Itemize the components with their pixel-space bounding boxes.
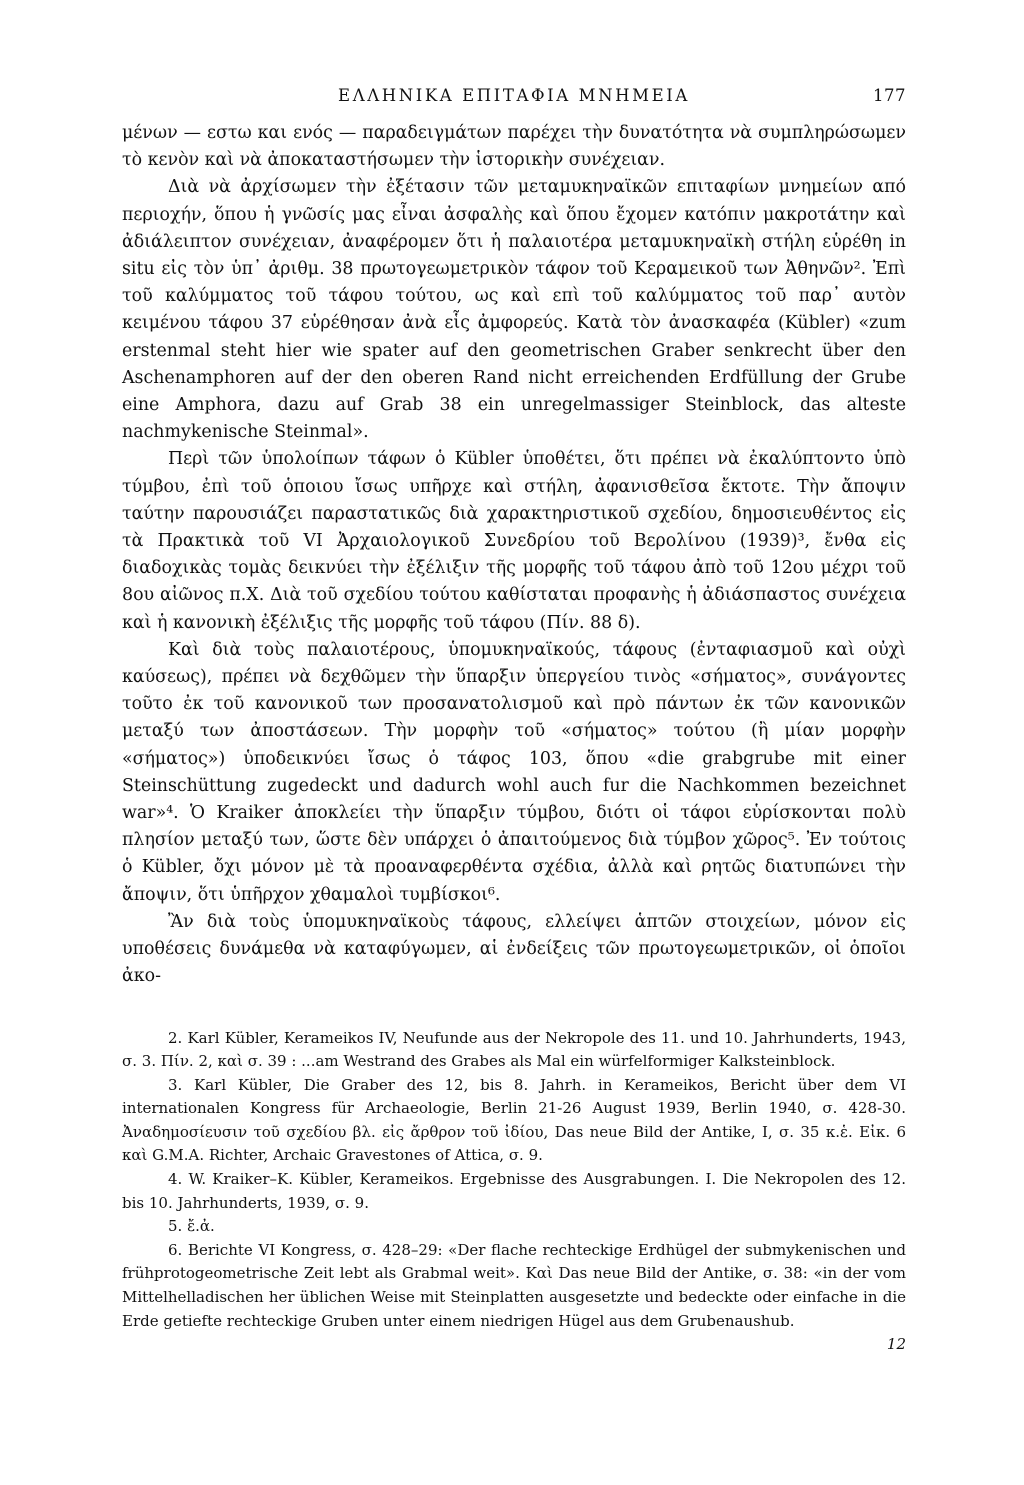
running-title: ΕΛΛΗΝΙΚΑ ΕΠΙΤΑΦΙΑ ΜΝΗΜΕΙΑ bbox=[338, 86, 690, 105]
page-number: 177 bbox=[873, 86, 906, 105]
paragraph: Περὶ τῶν ὑπολοίπων τάφων ὁ Kübler ὑποθέτει, ὅτι πρέπει νὰ ἐκαλύπτοντο ὑπὸ τύμβου, ἐπὶ τοῦ ὁποιου ἴσως υπῆρχε καὶ στήλη, ἀφανισθεῖσα ἔκτοτε. Τὴν ἄποψιν ταύτην παρουσιάζει παραστατικῶς διὰ χαρακτηριστικοῦ σχεδίου, δημοσιευθέντος εἰς τὰ Πρακτικὰ τοῦ VI Ἀρχαιολογικοῦ Συνεδρίου τοῦ Βερολίνου (1939)³, ἔνθα εἰς διαδοχικὰς τομὰς δεικνύει τὴν ἐξέλιξιν τῆς μορφῆς τοῦ τάφου ἀπὸ τοῦ 12ου μέχρι τοῦ 8ου αἰῶνος π.Χ. Διὰ τοῦ σχεδίου τούτου καθίσταται προφανὴς ἡ ἀδιάσπαστος συνέχεια καὶ ἡ κανονικὴ ἐξέλιξις τῆς μορφῆς τοῦ τάφου (Πίν. 88 δ). bbox=[122, 449, 906, 633]
paragraph: Ἂν διὰ τοὺς ὑπομυκηναϊκοὺς τάφους, ελλείψει ἁπτῶν στοιχείων, μόνον εἰς υποθέσεις δυνάμεθα νὰ καταφύγωμεν, αἱ ἐνδείξεις τῶν πρωτογεωμετρικῶν, οἱ ὁποῖοι ἀκο- bbox=[122, 911, 906, 987]
body-text bbox=[122, 120, 906, 991]
footnote: 6. Berichte VI Kongress, σ. 428–29: «Der flache rechteckige Erdhügel der submykenischen und frühprotogeometrische Zeit lebt als Grabmal weit». Καὶ Das neue Bild der Antike, σ. 38: «in der vom Mittelhelladischen her üblichen Weise mit Steinplatten ausgesetzte und bedeckte oder einfache in die Erde getiefte rechteckige Gruben unter einem niedrigen Hügel aus dem Grubenaushub. bbox=[122, 1240, 906, 1330]
paragraph: Καὶ διὰ τοὺς παλαιοτέρους, ὑπομυκηναϊκούς, τάφους (ἐνταφιασμοῦ καὶ οὐχὶ καύσεως), πρέπει νὰ δεχθῶμεν τὴν ὕπαρξιν ὑπεργείου τινὸς «σήματος», συνάγοντες τοῦτο ἐκ τοῦ κανονικοῦ των προσανατολισμοῦ καὶ πρὸ πάντων ἐκ τῶν κανονικῶν μεταξύ των ἀποστάσεων. Τὴν μορφὴν τοῦ «σήματος» τούτου (ἢ μίαν μορφὴν «σήματος») ὑποδεικνύει ἴσως ὁ τάφος 103, ὅπου «die grabgrube mit einer Steinschüttung zugedeckt und dadurch wohl auch fur die Nachkommen bezeichnet war»⁴. Ὁ Kraiker ἀποκλείει τὴν ὕπαρξιν τύμβου, διότι οἱ τάφοι εὑρίσκονται πολὺ πλησίον μεταξύ των, ὥστε δὲν υπάρχει ὁ ἀπαιτούμενος διὰ τύμβον χῶρος⁵. Ἐν τούτοις ὁ Kübler, ὄχι μόνον μὲ τὰ προαναφερθέντα σχέδια, ἀλλὰ καὶ ρητῶς διατυπώνει τὴν ἄποψιν, ὅτι ὑπῆρχον χθαμαλοὶ τυμβίσκοι⁶. bbox=[122, 639, 906, 905]
paragraph: Διὰ νὰ ἀρχίσωμεν τὴν ἐξέτασιν τῶν μεταμυκηναϊκῶν επιταφίων μνημείων από περιοχήν, ὅπου ἡ γνῶσίς μας εἶναι ἀσφαλὴς καὶ ὅπου ἔχομεν κατόπιν μακροτάτην καὶ ἀδιάλειπτον συνέχειαν, ἀναφέρομεν ὅτι ἡ παλαιοτέρα μεταμυκηναϊκὴ στήλη εὑρέθη in situ εἰς τὸν ὑπ᾽ ἀριθμ. 38 πρωτογεωμετρικὸν τάφον τοῦ Κεραμεικοῦ των Ἀθηνῶν². Ἐπὶ τοῦ καλύμματος τοῦ τάφου τούτου, ως καὶ επὶ τοῦ καλύμματος τοῦ παρ᾽ αυτὸν κειμένου τάφου 37 εὑρέθησαν ἀνὰ εἷς ἀμφορεύς. Κατὰ τὸν ἀνασκαφέα (Kübler) «zum erstenmal steht hier wie spater auf den geometrischen Graber senkrecht über den Aschenamphoren auf der den oberen Rand nicht erreichenden Erdfüllung der Grube eine Amphora, dazu auf Grab 38 ein unregelmassiger Steinblock, das alteste nachmykenische Steinmal». bbox=[122, 177, 906, 443]
footnote: 5. ἔ.ἀ. bbox=[168, 1217, 215, 1236]
running-header bbox=[122, 84, 906, 120]
footnote: 3. Karl Kübler, Die Graber des 12, bis 8. Jahrh. in Kerameikos, Bericht über dem VI internationalen Kongress für Archaeologie, Berlin 21-26 August 1939, Berlin 1940, σ. 428-30. Ἀναδημοσίευσιν τοῦ σχεδίου βλ. εἰς ἄρθρον τοῦ ἰδίου, Das neue Bild der Antike, I, σ. 35 κ.ἑ. Εἰκ. 6 καὶ G.M.A. Richter, Archaic Gravestones of Attica, σ. 9. bbox=[122, 1075, 906, 1165]
footnote: 2. Karl Kübler, Kerameikos IV, Neufunde aus der Nekropole des 11. und 10. Jahrhunderts, 1943, σ. 3. Πίν. 2, καὶ σ. 39 : ...am Westrand des Grabes als Mal ein würfelformiger Kalksteinblock. bbox=[122, 1028, 906, 1071]
footnote: 4. W. Kraiker–K. Kübler, Kerameikos. Ergebnisse des Ausgrabungen. I. Die Nekropolen des 12. bis 10. Jahrhunderts, 1939, σ. 9. bbox=[122, 1170, 906, 1212]
footnotes bbox=[122, 1027, 906, 1354]
paragraph: μένων — εστω και ενός — παραδειγμάτων παρέχει τὴν δυνατότητα νὰ συμπληρώσωμεν τὸ κενὸν καὶ νὰ ἀποκαταστήσωμεν τὴν ἱστορικὴν συνέχειαν. bbox=[122, 123, 906, 171]
signature-mark: 12 bbox=[886, 1335, 906, 1354]
page bbox=[122, 84, 906, 1353]
